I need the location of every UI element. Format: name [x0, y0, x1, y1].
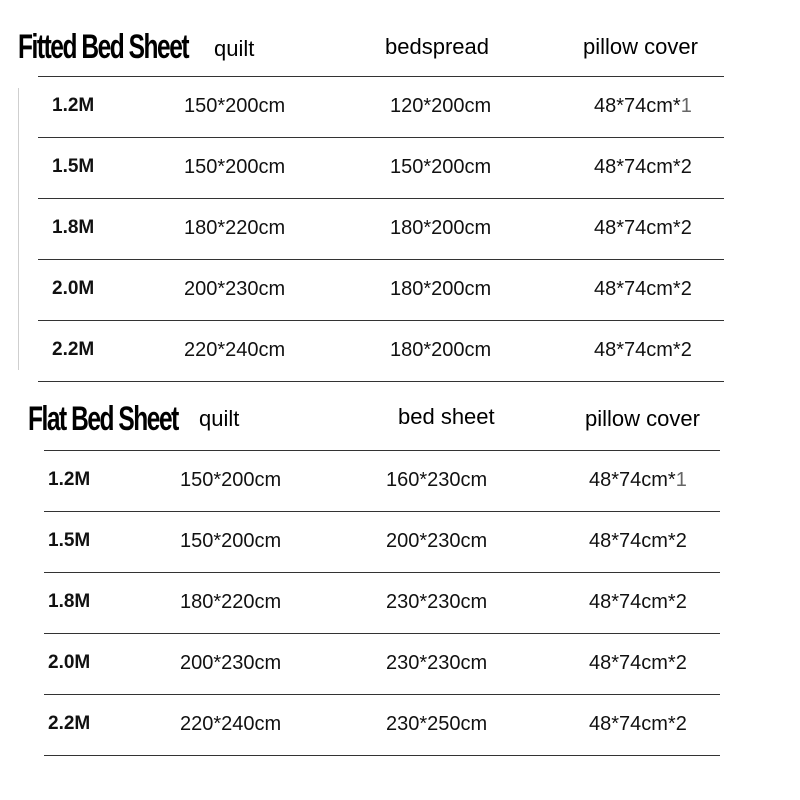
pillow-count: 2 [675, 713, 687, 735]
bedspread-column-header: bedspread [385, 34, 489, 59]
bedspread-cell: 180*200cm [390, 217, 492, 239]
table-row [38, 260, 724, 321]
pillow-cover-cell [589, 573, 687, 633]
pillow-cover-column-header: pillow cover [585, 406, 700, 431]
bed-sheet-cell: 230*230cm [386, 652, 488, 674]
flat-sheet-title: Flat Bed Sheet [28, 400, 178, 438]
pillow-count: 2 [675, 530, 687, 552]
pillow-cover-cell [594, 138, 692, 198]
pillow-cover-cell [594, 77, 692, 137]
bedspread-cell: 180*200cm [390, 339, 492, 361]
pillow-cover-column-header: pillow cover [583, 34, 698, 59]
pillow-count: 2 [675, 652, 687, 674]
pillow-cover-cell [589, 695, 687, 755]
divider-line [18, 88, 19, 370]
table-row [44, 573, 720, 634]
flat-sheet-section [0, 372, 800, 800]
quilt-cell: 180*220cm [184, 217, 286, 239]
quilt-cell: 200*230cm [184, 278, 286, 300]
pillow-size: 48*74cm* [594, 339, 681, 361]
pillow-count: 1 [680, 95, 692, 117]
pillow-size: 48*74cm* [589, 713, 676, 735]
table-row [38, 199, 724, 260]
table-row [38, 76, 724, 138]
quilt-cell: 150*200cm [184, 95, 286, 117]
pillow-count: 2 [680, 339, 692, 361]
pillow-count: 2 [680, 217, 692, 239]
pillow-size: 48*74cm* [589, 469, 676, 491]
pillow-count: 1 [675, 469, 687, 491]
pillow-size: 48*74cm* [589, 652, 676, 674]
pillow-size: 48*74cm* [594, 156, 681, 178]
bedspread-cell: 120*200cm [390, 95, 492, 117]
pillow-size: 48*74cm* [589, 530, 676, 552]
pillow-cover-cell [589, 512, 687, 572]
quilt-column-header: quilt [214, 36, 255, 61]
quilt-cell: 180*220cm [180, 591, 282, 613]
fitted-sheet-section [0, 0, 800, 372]
table-row [44, 634, 720, 695]
quilt-cell: 150*200cm [184, 156, 286, 178]
size-cell: 2.2M [48, 713, 91, 734]
quilt-cell: 150*200cm [180, 469, 282, 491]
pillow-cover-cell [594, 260, 692, 320]
quilt-cell: 220*240cm [184, 339, 286, 361]
quilt-column-header: quilt [199, 406, 240, 431]
table-row [44, 512, 720, 573]
flat-size-table [44, 450, 720, 756]
pillow-size: 48*74cm* [589, 591, 676, 613]
bed-sheet-cell: 160*230cm [386, 469, 488, 491]
fitted-size-table [38, 76, 724, 382]
bedspread-cell: 180*200cm [390, 278, 492, 300]
quilt-cell: 220*240cm [180, 713, 282, 735]
size-cell: 1.8M [48, 591, 91, 612]
pillow-cover-cell [589, 634, 687, 694]
bed-sheet-cell: 230*230cm [386, 591, 488, 613]
pillow-cover-cell [594, 199, 692, 259]
size-cell: 1.5M [52, 156, 95, 177]
size-cell: 1.8M [52, 217, 95, 238]
bedspread-cell: 150*200cm [390, 156, 492, 178]
bed-sheet-cell: 200*230cm [386, 530, 488, 552]
table-row [38, 138, 724, 199]
size-cell: 2.0M [52, 278, 95, 299]
size-cell: 1.5M [48, 530, 91, 551]
pillow-size: 48*74cm* [594, 217, 681, 239]
bed-sheet-cell: 230*250cm [386, 713, 488, 735]
table-row [44, 450, 720, 512]
size-cell: 1.2M [52, 95, 95, 116]
pillow-count: 2 [680, 156, 692, 178]
size-cell: 1.2M [48, 469, 91, 490]
fitted-sheet-title: Fitted Bed Sheet [18, 28, 189, 66]
size-cell: 2.2M [52, 339, 95, 360]
pillow-count: 2 [680, 278, 692, 300]
quilt-cell: 200*230cm [180, 652, 282, 674]
pillow-cover-cell [589, 451, 687, 511]
pillow-size: 48*74cm* [594, 278, 681, 300]
size-cell: 2.0M [48, 652, 91, 673]
pillow-count: 2 [675, 591, 687, 613]
pillow-size: 48*74cm* [594, 95, 681, 117]
quilt-cell: 150*200cm [180, 530, 282, 552]
bed-sheet-column-header: bed sheet [398, 404, 495, 429]
table-row [44, 695, 720, 756]
